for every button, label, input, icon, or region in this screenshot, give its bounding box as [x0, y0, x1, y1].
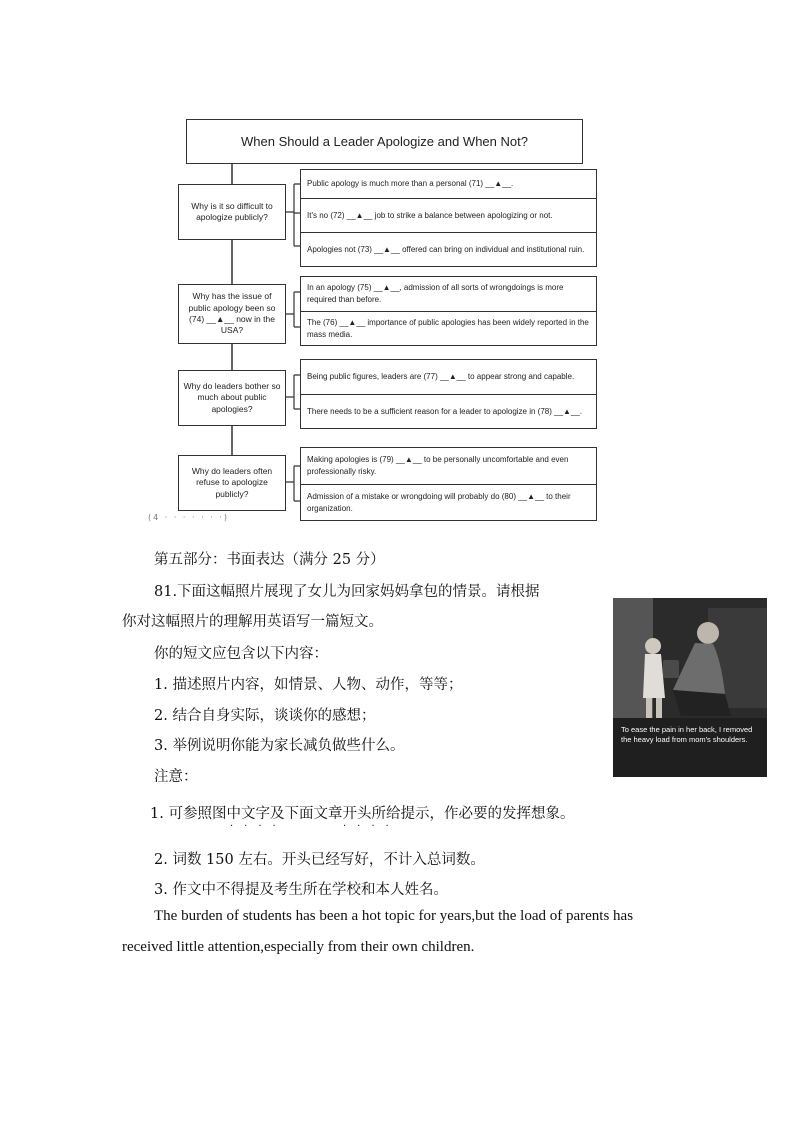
- answer-79: Making apologies is (79) __▲__ to be personally uncomfortable and even professionally risky.: [307, 455, 569, 476]
- question-box-2: Why has the issue of public apology been so (74) __▲__ now in the USA?: [178, 284, 286, 344]
- question-line-1: 81.下面这幅照片展现了女儿为回家妈妈拿包的情景。请根据: [154, 584, 540, 600]
- content-intro: 你的短文应包含以下内容：: [154, 646, 328, 662]
- opening-line-1: The burden of students has been a hot topic for years,but the load of parents has: [154, 908, 634, 924]
- opening-line-2: received little attention,especially from their own children.: [122, 939, 475, 955]
- photo-caption: To ease the pain in her back, I removed the heavy load from mom's shoulders.: [621, 725, 753, 744]
- answer-71: Public apology is much more than a personal (71) __▲__.: [307, 179, 514, 189]
- answer-77: Being public figures, leaders are (77) __▲__ to appear strong and capable.: [307, 372, 575, 382]
- question-line-2: 你对这幅照片的理解用英语写一篇短文。: [122, 614, 383, 630]
- mother-daughter-photo: [613, 598, 767, 777]
- answer-group-4: [300, 447, 597, 521]
- emphasis-dots-2: ····: [343, 821, 400, 832]
- note-item-3: 3. 作文中不得提及考生所在学校和本人姓名。: [154, 882, 448, 898]
- content-item-3: 3. 举例说明你能为家长减负做些什么。: [154, 738, 405, 754]
- emphasis-dots-1: ····: [230, 821, 287, 832]
- note-item-1: 1. 可参照图中文字及下面文章开头所给提示，作必要的发挥想象。: [150, 806, 575, 822]
- answer-group-2: [300, 276, 597, 346]
- answer-80: Admission of a mistake or wrongdoing will probably do (80) __▲__ to their organization.: [301, 484, 596, 520]
- photo-illustration: [613, 598, 767, 777]
- content-item-2: 2. 结合自身实际，谈谈你的感想；: [154, 708, 376, 724]
- answer-78: There needs to be a sufficient reason for a leader to apologize in (78) __▲__.: [301, 394, 596, 428]
- question-box-1: Why is it so difficult to apologize publicly?: [178, 184, 286, 240]
- note-item-2: 2. 词数 150 左右。开头已经写好，不计入总词数。: [154, 852, 485, 868]
- question-box-4: Why do leaders often refuse to apologize publicly?: [178, 455, 286, 511]
- flowchart-title: When Should a Leader Apologize and When Not?: [186, 119, 583, 164]
- question-box-3: Why do leaders bother so much about public apologies?: [178, 370, 286, 426]
- answer-73: Apologies not (73) __▲__ offered can bring on individual and institutional ruin.: [301, 232, 596, 266]
- answer-72: It's no (72) __▲__ job to strike a balance between apologizing or not.: [301, 198, 596, 232]
- flowchart: [148, 112, 598, 522]
- content-item-1: 1. 描述照片内容，如情景、人物、动作，等等；: [154, 677, 463, 693]
- cropped-text-fragment: (4 · · · · · · ·): [148, 513, 229, 522]
- answer-75: In an apology (75) __▲__, admission of all sorts of wrongdoings is more required than before.: [307, 283, 564, 304]
- answer-76: The (76) __▲__ importance of public apologies has been widely reported in the mass media.: [301, 311, 596, 345]
- answer-group-3: [300, 359, 597, 429]
- answer-group-1: [300, 169, 597, 267]
- note-label: 注意：: [154, 769, 198, 785]
- section-heading: 第五部分：书面表达（满分 25 分）: [154, 552, 385, 568]
